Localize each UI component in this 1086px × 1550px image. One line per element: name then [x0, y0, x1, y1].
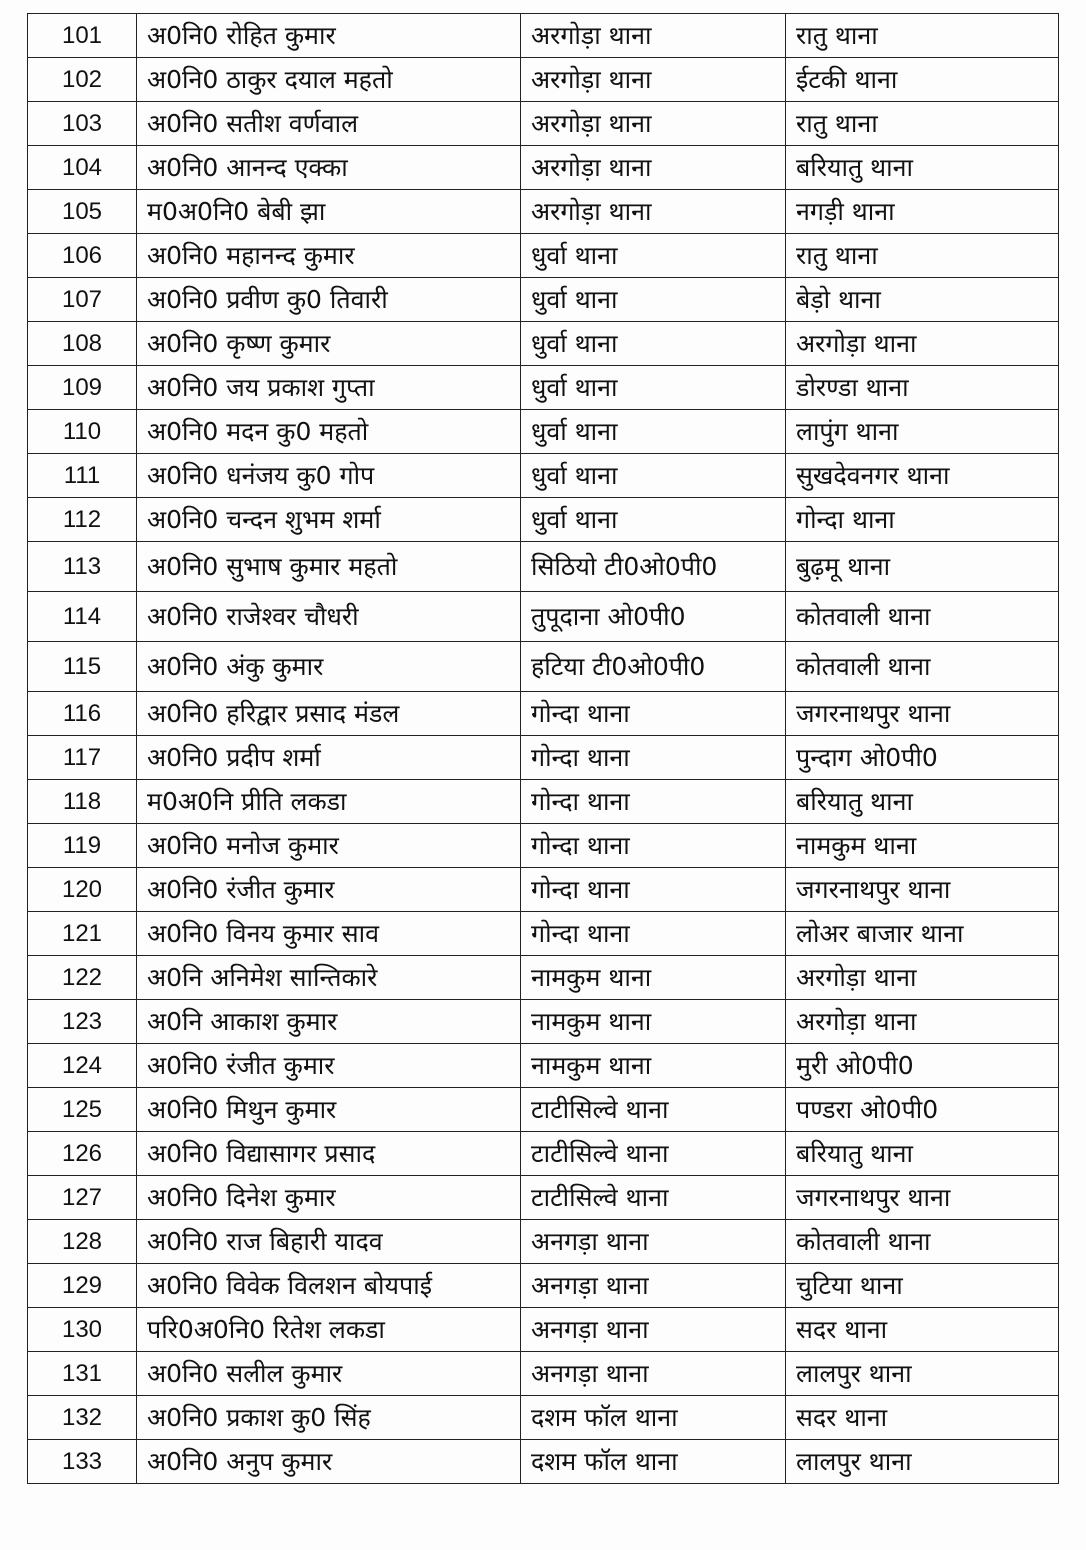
officer-name-cell: अ0नि अनिमेश सान्तिकारे — [137, 956, 521, 1000]
posted-station-cell: ईटकी थाना — [786, 58, 1059, 102]
officer-name-cell: म0अ0नि प्रीति लकडा — [137, 780, 521, 824]
officer-name-cell: अ0नि0 रंजीत कुमार — [137, 1044, 521, 1088]
officer-name-cell: अ0नि0 ठाकुर दयाल महतो — [137, 58, 521, 102]
serial-number-cell: 119 — [28, 824, 137, 868]
table-row — [28, 824, 1059, 868]
officer-name-cell: अ0नि0 हरिद्वार प्रसाद मंडल — [137, 692, 521, 736]
table-row — [28, 780, 1059, 824]
serial-number-cell: 127 — [28, 1176, 137, 1220]
serial-number-cell: 124 — [28, 1044, 137, 1088]
posted-station-cell: पण्डरा ओ0पी0 — [786, 1088, 1059, 1132]
serial-number-cell: 101 — [28, 14, 137, 58]
table-row — [28, 592, 1059, 642]
officer-name-cell: अ0नि0 विवेक विलशन बोयपाई — [137, 1264, 521, 1308]
officer-name-cell: अ0नि0 चन्दन शुभम शर्मा — [137, 498, 521, 542]
officer-name-cell: अ0नि0 विद्यासागर प्रसाद — [137, 1132, 521, 1176]
officer-name-cell: अ0नि0 अनुप कुमार — [137, 1440, 521, 1484]
table-row — [28, 1088, 1059, 1132]
serial-number-cell: 132 — [28, 1396, 137, 1440]
current-station-cell: नामकुम थाना — [521, 1044, 786, 1088]
posted-station-cell: लोअर बाजार थाना — [786, 912, 1059, 956]
serial-number-cell: 126 — [28, 1132, 137, 1176]
current-station-cell: अनगड़ा थाना — [521, 1308, 786, 1352]
posted-station-cell: जगरनाथपुर थाना — [786, 868, 1059, 912]
officer-name-cell: परि0अ0नि0 रितेश लकडा — [137, 1308, 521, 1352]
serial-number-cell: 118 — [28, 780, 137, 824]
posted-station-cell: डोरण्डा थाना — [786, 366, 1059, 410]
serial-number-cell: 117 — [28, 736, 137, 780]
serial-number-cell: 107 — [28, 278, 137, 322]
current-station-cell: दशम फॉल थाना — [521, 1440, 786, 1484]
officer-name-cell: अ0नि0 विनय कुमार साव — [137, 912, 521, 956]
posted-station-cell: नगड़ी थाना — [786, 190, 1059, 234]
posted-station-cell: बरियातु थाना — [786, 146, 1059, 190]
current-station-cell: धुर्वा थाना — [521, 498, 786, 542]
table-row — [28, 642, 1059, 692]
posted-station-cell: जगरनाथपुर थाना — [786, 1176, 1059, 1220]
posted-station-cell: अरगोड़ा थाना — [786, 322, 1059, 366]
serial-number-cell: 116 — [28, 692, 137, 736]
table-row — [28, 498, 1059, 542]
serial-number-cell: 120 — [28, 868, 137, 912]
serial-number-cell: 112 — [28, 498, 137, 542]
current-station-cell: सिठियो टी0ओ0पी0 — [521, 542, 786, 592]
serial-number-cell: 121 — [28, 912, 137, 956]
current-station-cell: टाटीसिल्वे थाना — [521, 1132, 786, 1176]
current-station-cell: धुर्वा थाना — [521, 410, 786, 454]
posted-station-cell: अरगोड़ा थाना — [786, 1000, 1059, 1044]
current-station-cell: अनगड़ा थाना — [521, 1264, 786, 1308]
table-row — [28, 912, 1059, 956]
posted-station-cell: बरियातु थाना — [786, 780, 1059, 824]
current-station-cell: गोन्दा थाना — [521, 692, 786, 736]
officer-name-cell: अ0नि0 प्रकाश कु0 सिंह — [137, 1396, 521, 1440]
table-row — [28, 14, 1059, 58]
table-row — [28, 1132, 1059, 1176]
officer-name-cell: अ0नि0 मिथुन कुमार — [137, 1088, 521, 1132]
serial-number-cell: 102 — [28, 58, 137, 102]
current-station-cell: धुर्वा थाना — [521, 454, 786, 498]
table-row — [28, 692, 1059, 736]
table-row — [28, 1352, 1059, 1396]
table-row — [28, 410, 1059, 454]
table-row — [28, 234, 1059, 278]
posted-station-cell: सदर थाना — [786, 1308, 1059, 1352]
current-station-cell: अनगड़ा थाना — [521, 1352, 786, 1396]
officer-name-cell: अ0नि0 मदन कु0 महतो — [137, 410, 521, 454]
officer-name-cell: म0अ0नि0 बेबी झा — [137, 190, 521, 234]
table-row — [28, 102, 1059, 146]
posted-station-cell: रातु थाना — [786, 234, 1059, 278]
current-station-cell: गोन्दा थाना — [521, 824, 786, 868]
posted-station-cell: नामकुम थाना — [786, 824, 1059, 868]
serial-number-cell: 115 — [28, 642, 137, 692]
serial-number-cell: 105 — [28, 190, 137, 234]
table-row — [28, 1176, 1059, 1220]
current-station-cell: नामकुम थाना — [521, 956, 786, 1000]
posted-station-cell: बरियातु थाना — [786, 1132, 1059, 1176]
posted-station-cell: पुन्दाग ओ0पी0 — [786, 736, 1059, 780]
transfer-table — [27, 13, 1059, 1484]
officer-name-cell: अ0नि0 राजेश्वर चौधरी — [137, 592, 521, 642]
officer-name-cell: अ0नि0 सतीश वर्णवाल — [137, 102, 521, 146]
officer-name-cell: अ0नि0 सलील कुमार — [137, 1352, 521, 1396]
current-station-cell: अनगड़ा थाना — [521, 1220, 786, 1264]
serial-number-cell: 128 — [28, 1220, 137, 1264]
serial-number-cell: 125 — [28, 1088, 137, 1132]
posted-station-cell: चुटिया थाना — [786, 1264, 1059, 1308]
table-row — [28, 1396, 1059, 1440]
table-row — [28, 322, 1059, 366]
table-row — [28, 542, 1059, 592]
officer-name-cell: अ0नि0 रोहित कुमार — [137, 14, 521, 58]
current-station-cell: टाटीसिल्वे थाना — [521, 1088, 786, 1132]
serial-number-cell: 129 — [28, 1264, 137, 1308]
officer-name-cell: अ0नि0 प्रवीण कु0 तिवारी — [137, 278, 521, 322]
current-station-cell: टाटीसिल्वे थाना — [521, 1176, 786, 1220]
posted-station-cell: कोतवाली थाना — [786, 592, 1059, 642]
posted-station-cell: सदर थाना — [786, 1396, 1059, 1440]
officer-name-cell: अ0नि0 धनंजय कु0 गोप — [137, 454, 521, 498]
table-row — [28, 190, 1059, 234]
posted-station-cell: अरगोड़ा थाना — [786, 956, 1059, 1000]
serial-number-cell: 131 — [28, 1352, 137, 1396]
current-station-cell: अरगोड़ा थाना — [521, 190, 786, 234]
table-row — [28, 1000, 1059, 1044]
posted-station-cell: लालपुर थाना — [786, 1440, 1059, 1484]
table-row — [28, 736, 1059, 780]
current-station-cell: तुपूदाना ओ0पी0 — [521, 592, 786, 642]
posted-station-cell: गोन्दा थाना — [786, 498, 1059, 542]
officer-name-cell: अ0नि0 राज बिहारी यादव — [137, 1220, 521, 1264]
table-row — [28, 956, 1059, 1000]
current-station-cell: धुर्वा थाना — [521, 366, 786, 410]
officer-name-cell: अ0नि0 दिनेश कुमार — [137, 1176, 521, 1220]
current-station-cell: अरगोड़ा थाना — [521, 14, 786, 58]
table-row — [28, 1044, 1059, 1088]
table-row — [28, 868, 1059, 912]
officer-name-cell: अ0नि0 महानन्द कुमार — [137, 234, 521, 278]
serial-number-cell: 110 — [28, 410, 137, 454]
serial-number-cell: 113 — [28, 542, 137, 592]
current-station-cell: धुर्वा थाना — [521, 234, 786, 278]
current-station-cell: गोन्दा थाना — [521, 780, 786, 824]
serial-number-cell: 103 — [28, 102, 137, 146]
serial-number-cell: 108 — [28, 322, 137, 366]
serial-number-cell: 123 — [28, 1000, 137, 1044]
posted-station-cell: कोतवाली थाना — [786, 1220, 1059, 1264]
table-row — [28, 454, 1059, 498]
serial-number-cell: 109 — [28, 366, 137, 410]
current-station-cell: दशम फॉल थाना — [521, 1396, 786, 1440]
serial-number-cell: 130 — [28, 1308, 137, 1352]
posted-station-cell: सुखदेवनगर थाना — [786, 454, 1059, 498]
posted-station-cell: रातु थाना — [786, 102, 1059, 146]
table-row — [28, 278, 1059, 322]
posted-station-cell: मुरी ओ0पी0 — [786, 1044, 1059, 1088]
transfer-table-body — [28, 14, 1059, 1484]
officer-name-cell: अ0नि आकाश कुमार — [137, 1000, 521, 1044]
posted-station-cell: रातु थाना — [786, 14, 1059, 58]
officer-name-cell: अ0नि0 रंजीत कुमार — [137, 868, 521, 912]
posted-station-cell: बेड़ो थाना — [786, 278, 1059, 322]
posted-station-cell: बुढ़मू थाना — [786, 542, 1059, 592]
table-row — [28, 1440, 1059, 1484]
officer-name-cell: अ0नि0 सुभाष कुमार महतो — [137, 542, 521, 592]
posted-station-cell: कोतवाली थाना — [786, 642, 1059, 692]
officer-name-cell: अ0नि0 आनन्द एक्का — [137, 146, 521, 190]
current-station-cell: गोन्दा थाना — [521, 868, 786, 912]
serial-number-cell: 114 — [28, 592, 137, 642]
posted-station-cell: लालपुर थाना — [786, 1352, 1059, 1396]
current-station-cell: नामकुम थाना — [521, 1000, 786, 1044]
current-station-cell: अरगोड़ा थाना — [521, 58, 786, 102]
current-station-cell: गोन्दा थाना — [521, 912, 786, 956]
table-row — [28, 58, 1059, 102]
table-row — [28, 1308, 1059, 1352]
current-station-cell: अरगोड़ा थाना — [521, 146, 786, 190]
table-row — [28, 1220, 1059, 1264]
posted-station-cell: जगरनाथपुर थाना — [786, 692, 1059, 736]
serial-number-cell: 106 — [28, 234, 137, 278]
officer-name-cell: अ0नि0 प्रदीप शर्मा — [137, 736, 521, 780]
current-station-cell: हटिया टी0ओ0पी0 — [521, 642, 786, 692]
posted-station-cell: लापुंग थाना — [786, 410, 1059, 454]
officer-name-cell: अ0नि0 कृष्ण कुमार — [137, 322, 521, 366]
serial-number-cell: 133 — [28, 1440, 137, 1484]
serial-number-cell: 122 — [28, 956, 137, 1000]
officer-name-cell: अ0नि0 मनोज कुमार — [137, 824, 521, 868]
table-row — [28, 1264, 1059, 1308]
current-station-cell: धुर्वा थाना — [521, 278, 786, 322]
officer-name-cell: अ0नि0 जय प्रकाश गुप्ता — [137, 366, 521, 410]
officer-name-cell: अ0नि0 अंकु कुमार — [137, 642, 521, 692]
serial-number-cell: 104 — [28, 146, 137, 190]
current-station-cell: अरगोड़ा थाना — [521, 102, 786, 146]
table-row — [28, 146, 1059, 190]
current-station-cell: धुर्वा थाना — [521, 322, 786, 366]
table-row — [28, 366, 1059, 410]
current-station-cell: गोन्दा थाना — [521, 736, 786, 780]
serial-number-cell: 111 — [28, 454, 137, 498]
